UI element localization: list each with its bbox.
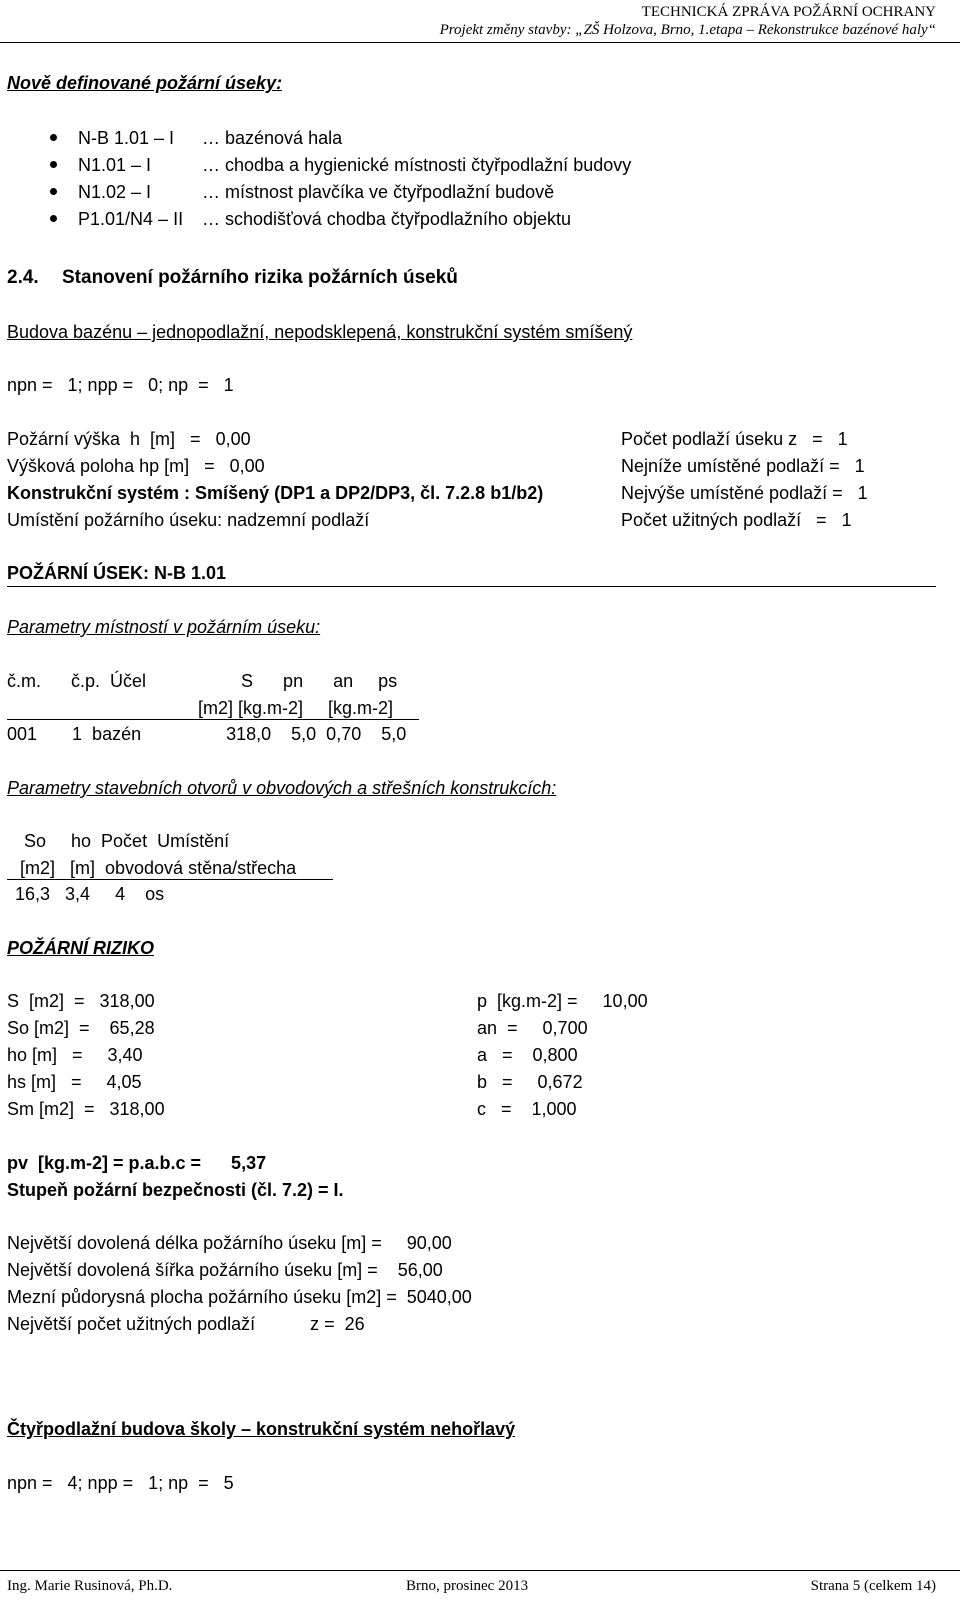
risk-left: Sm [m2] = 318,00 (7, 1099, 165, 1119)
section-divider (7, 586, 936, 587)
rooms-row: 001 1 bazén 318,0 5,0 0,70 5,0 (7, 724, 407, 744)
rooms-title: Parametry místností v požárním úseku: (7, 617, 321, 637)
section-item-code: N1.02 – I (78, 182, 152, 202)
param-right: Nejvýše umístěné podlaží = 1 (621, 483, 868, 503)
param-right: Počet užitných podlaží = 1 (621, 510, 852, 530)
bullet-icon (50, 161, 57, 168)
header-project: Projekt změny stavby: „ZŠ Holzova, Brno, 1.etapa – Rekonstrukce bazénové haly“ (439, 22, 936, 38)
bullet-icon (50, 188, 57, 195)
limit-line: Největší dovolená délka požárního úseku [m] = 90,00 (7, 1233, 452, 1253)
risk-left: S [m2] = 318,00 (7, 991, 155, 1011)
risk-left: ho [m] = 3,40 (7, 1045, 143, 1065)
rooms-header-rule (7, 719, 419, 720)
pv-result: pv [kg.m-2] = p.a.b.c = 5,37 (7, 1153, 267, 1173)
param-left: Požární výška h [m] = 0,00 (7, 429, 251, 449)
limit-line: Mezní půdorysná plocha požárního úseku [m2] = 5040,00 (7, 1287, 472, 1307)
section-item-desc: … chodba a hygienické místnosti čtyřpodlažní budovy (202, 155, 632, 175)
footer-divider (0, 1570, 960, 1571)
risk-right: a = 0,800 (477, 1045, 578, 1065)
param-left: Konstrukční systém : Smíšený (DP1 a DP2/DP3, čl. 7.2.8 b1/b2) (7, 483, 544, 503)
footer-place-date: Brno, prosinec 2013 (406, 1578, 529, 1594)
risk-title: POŽÁRNÍ RIZIKO (7, 938, 154, 958)
building-counts: npn = 1; npp = 0; np = 1 (7, 375, 234, 395)
fire-section-title: POŽÁRNÍ ÚSEK: N-B 1.01 (7, 563, 227, 583)
section-item-desc: … místnost plavčíka ve čtyřpodlažní budově (202, 182, 555, 202)
header-divider (0, 42, 960, 43)
rooms-header: č.m. č.p. Účel S pn an ps (7, 671, 398, 691)
footer-author: Ing. Marie Rusinová, Ph.D. (7, 1578, 173, 1594)
spb-result: Stupeň požární bezpečnosti (čl. 7.2) = I. (7, 1180, 344, 1200)
openings-title: Parametry stavebních otvorů v obvodových a střešních konstrukcích: (7, 778, 557, 798)
section-item-code: N1.01 – I (78, 155, 152, 175)
param-right: Počet podlaží úseku z = 1 (621, 429, 848, 449)
risk-left: hs [m] = 4,05 (7, 1072, 142, 1092)
limit-line: Největší dovolená šířka požárního úseku [m] = 56,00 (7, 1260, 443, 1280)
risk-right: b = 0,672 (477, 1072, 583, 1092)
school-title: Čtyřpodlažní budova školy – konstrukční systém nehořlavý (7, 1419, 516, 1439)
openings-header: So ho Počet Umístění (24, 831, 230, 851)
section-item-desc: … schodišťová chodba čtyřpodlažního objektu (202, 209, 571, 229)
param-left: Výšková poloha hp [m] = 0,00 (7, 456, 265, 476)
bullet-icon (50, 215, 57, 222)
school-counts: npn = 4; npp = 1; np = 5 (7, 1473, 234, 1493)
openings-header-rule (7, 879, 333, 880)
risk-left: So [m2] = 65,28 (7, 1018, 155, 1038)
footer-page-number: Strana 5 (celkem 14) (810, 1578, 936, 1594)
section-item-desc: … bazénová hala (202, 128, 343, 148)
param-right: Nejníže umístěné podlaží = 1 (621, 456, 865, 476)
openings-units: [m2] [m] obvodová stěna/střecha (20, 858, 297, 878)
risk-right: c = 1,000 (477, 1099, 577, 1119)
limit-line: Největší počet užitných podlaží z = 26 (7, 1314, 365, 1334)
rooms-units: [m2] [kg.m-2] [kg.m-2] (198, 698, 394, 718)
section-heading: Stanovení požárního rizika požárních úseků (62, 267, 458, 288)
openings-row: 16,3 3,4 4 os (15, 884, 165, 904)
param-left: Umístění požárního úseku: nadzemní podlaží (7, 510, 370, 530)
header-title: TECHNICKÁ ZPRÁVA POŽÁRNÍ OCHRANY (641, 4, 936, 20)
risk-right: p [kg.m-2] = 10,00 (477, 991, 648, 1011)
new-sections-title: Nově definované požární úseky: (7, 73, 283, 93)
section-number: 2.4. (7, 267, 39, 288)
risk-right: an = 0,700 (477, 1018, 588, 1038)
section-item-code: N-B 1.01 – I (78, 128, 175, 148)
building-title: Budova bazénu – jednopodlažní, nepodsklepená, konstrukční systém smíšený (7, 322, 633, 342)
bullet-icon (50, 134, 57, 141)
section-item-code: P1.01/N4 – II (78, 209, 184, 229)
